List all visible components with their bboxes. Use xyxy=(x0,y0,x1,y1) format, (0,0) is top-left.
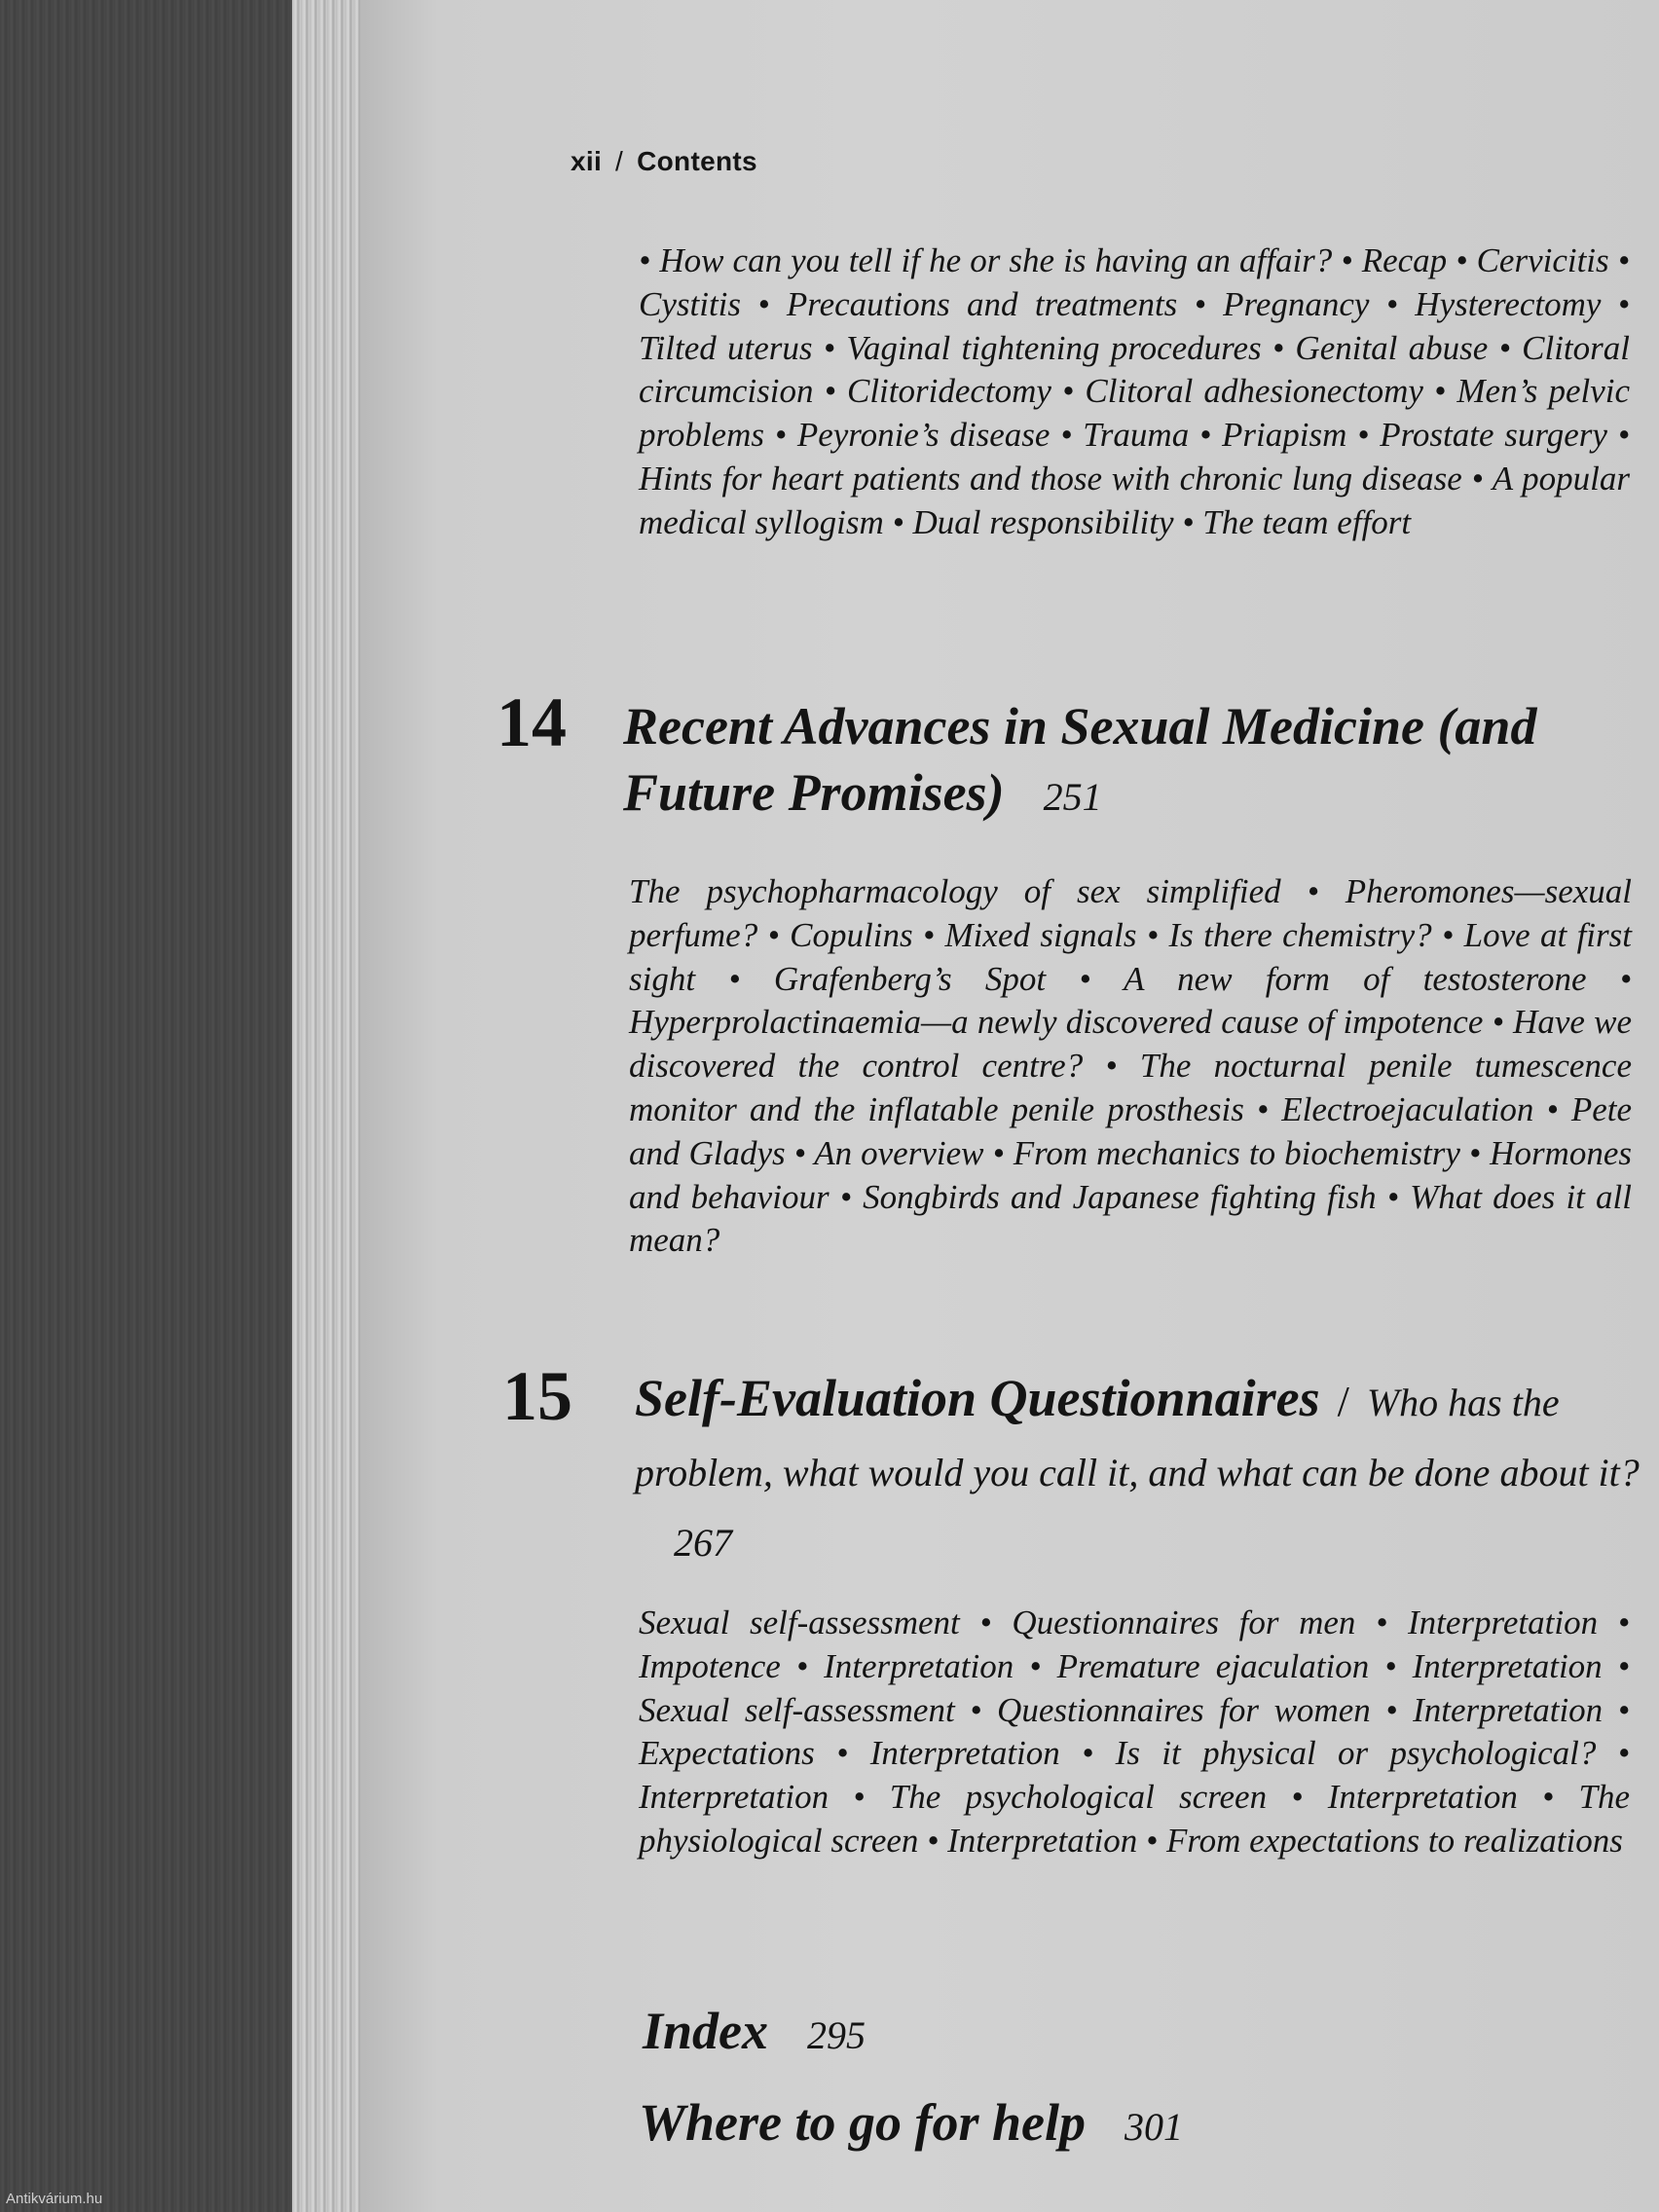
running-head-separator: / xyxy=(615,146,624,176)
chapter-15-topics: Sexual self-assessment • Questionnaires for men • Interpretation • Impotence • Interpretation • Premature ejaculation • Interpretation • Sexual self-assessment • Questionnaires for women • Interpretation • Expectations • Interpretation • Is it physical or psychological? • Interpretation • The psychological screen • Interpretation • The physiological screen • Interpretation • From expectations to realizations xyxy=(639,1604,1630,1860)
help-entry xyxy=(639,2093,1183,2157)
chapter-15-page: 267 xyxy=(674,1521,732,1565)
index-entry xyxy=(643,2002,866,2065)
chapter-15-separator: / xyxy=(1337,1378,1349,1425)
chapter-14-number: 14 xyxy=(497,683,567,761)
chapter-14-topics: The psychopharmacology of sex simplified • Pheromones—sexual perfume? • Copulins • Mixed signals • Is there chemistry? • Love at first sight • Grafenberg’s Spot • A new form of testosterone • Hyperprolactinaemia—a newly discovered cause of impotence • Have we discovered the control centre? • The nocturnal penile tumescence monitor and the inflatable penile prosthesis • Electroejaculation • Pete and Gladys • An overview • From mechanics to biochemistry • Hormones and behaviour • Songbirds and Japanese fighting fish • What does it all mean? xyxy=(629,872,1632,1260)
chapter-15-title: Self-Evaluation Questionnaires xyxy=(635,1369,1320,1427)
previous-chapter-topics: • How can you tell if he or she is having an affair? • Recap • Cervicitis • Cystitis • Precautions and treatments • Pregnancy • Hysterectomy • Tilted uterus • Vaginal tightening procedures • Genital abuse • Clitoral circumcision • Clitoridectomy • Clitoral adhesionectomy • Men’s pelvic problems • Peyronie’s disease • Trauma • Priapism • Prostate surgery • Hints for heart patients and those with chronic lung disease • A popular medical syllogism • Dual responsibility • The team effort xyxy=(639,241,1630,541)
watermark-text: Antikvárium.hu xyxy=(6,2191,103,2207)
index-title: Index xyxy=(643,2002,769,2060)
help-title: Where to go for help xyxy=(639,2093,1086,2152)
chapter-14-title: Recent Advances in Sexual Medicine (and Future Promises) xyxy=(623,697,1537,822)
book-page xyxy=(360,0,1659,2212)
running-head xyxy=(571,146,757,177)
page-edges xyxy=(292,0,370,2212)
index-page: 295 xyxy=(807,2013,866,2057)
background-left xyxy=(0,0,312,2212)
chapter-14-heading xyxy=(623,693,1655,830)
chapter-15-subtitle: Who has the problem, what would you call it, and what can be done about it? xyxy=(635,1381,1640,1494)
chapter-15-number: 15 xyxy=(502,1357,572,1435)
chapter-14-page: 251 xyxy=(1043,775,1102,819)
help-page: 301 xyxy=(1124,2105,1183,2149)
chapter-15-heading xyxy=(635,1365,1647,1576)
running-head-page: xii xyxy=(571,146,603,176)
running-head-section: Contents xyxy=(637,146,757,176)
